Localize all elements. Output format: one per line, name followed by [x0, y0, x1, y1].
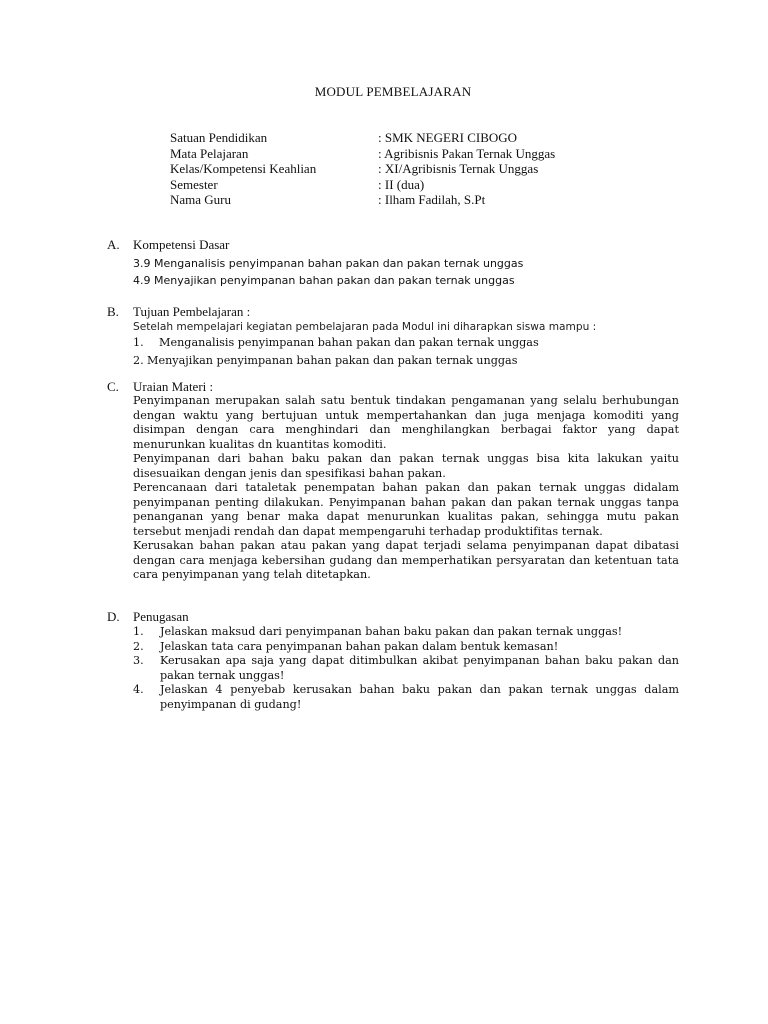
section-heading-text: Penugasan	[133, 609, 189, 624]
task-text: Jelaskan maksud dari penyimpanan bahan baku pakan dan pakan ternak unggas!	[160, 625, 623, 638]
task-number: 1.	[133, 625, 144, 638]
material-paragraph: Penyimpanan dari bahan baku pakan dan pakan ternak unggas bisa kita lakukan yaitu disesuaikan dengan jenis dan spesifikasi bahan pakan.	[133, 452, 679, 480]
section-letter: C.	[107, 379, 119, 394]
kd-item: 3.9 Menganalisis penyimpanan bahan pakan dan pakan ternak unggas	[133, 257, 524, 270]
info-label: Mata Pelajaran	[170, 145, 249, 161]
info-row-teacher	[170, 192, 555, 208]
info-label: Kelas/Kompetensi Keahlian	[170, 161, 317, 176]
info-label: Semester	[170, 176, 218, 192]
module-info-table	[170, 130, 555, 208]
info-row-class	[170, 161, 555, 177]
section-tujuan-pembelajaran	[107, 303, 679, 368]
document-title: MODUL PEMBELAJARAN	[314, 84, 472, 99]
task-number: 4.	[133, 683, 144, 696]
info-value: : II (dua)	[378, 176, 425, 192]
task-item	[133, 654, 679, 683]
task-item	[133, 625, 679, 640]
section-penugasan	[107, 609, 679, 712]
objectives-intro: Setelah mempelajari kegiatan pembelajaran pada Modul ini diharapkan siswa mampu :	[133, 321, 597, 333]
kd-item: 4.9 Menyajikan penyimpanan bahan pakan dan pakan ternak unggas	[133, 274, 515, 287]
task-item	[133, 640, 679, 655]
section-heading	[107, 303, 679, 320]
section-letter: B.	[107, 304, 119, 319]
item-number: 2.	[133, 354, 144, 367]
info-row-subject	[170, 146, 555, 162]
section-heading	[107, 609, 679, 625]
material-paragraph: Kerusakan bahan pakan atau pakan yang dapat terjadi selama penyimpanan dapat dibatasi dengan cara menjaga kebersihan gudang dan memperhatikan persyaratan dan ketentuan tata cara penyimpanan yang telah ditetapkan.	[133, 539, 679, 581]
task-text: Jelaskan tata cara penyimpanan bahan pakan dalam bentuk kemasan!	[160, 639, 559, 653]
task-item	[133, 683, 679, 712]
objective-item	[133, 353, 679, 368]
section-heading	[107, 379, 679, 394]
info-value: : XI/Agribisnis Ternak Unggas	[378, 161, 539, 176]
section-kompetensi-dasar	[107, 236, 679, 289]
info-row-semester	[170, 177, 555, 193]
section-letter: D.	[107, 609, 120, 624]
info-value: : SMK NEGERI CIBOGO	[378, 130, 518, 145]
item-text: Menganalisis penyimpanan bahan pakan dan pakan ternak unggas	[159, 336, 539, 349]
item-text: Menyajikan penyimpanan bahan pakan dan pakan ternak unggas	[147, 354, 518, 367]
material-paragraph: Penyimpanan merupakan salah satu bentuk tindakan pengamanan yang selalu berhubungan dengan waktu yang bertujuan untuk mempertahankan dan juga menjaga komoditi yang disimpan dengan cara menghindari dan menghilangkan berbagai faktor yang dapat menurunkan kualitas dn kuantitas komoditi.	[133, 394, 679, 451]
info-value: : Agribisnis Pakan Ternak Unggas	[378, 145, 556, 161]
section-heading	[107, 236, 679, 253]
section-letter: A.	[107, 237, 120, 252]
info-label: Nama Guru	[170, 192, 232, 207]
section-uraian-materi	[107, 379, 679, 583]
info-row-school	[170, 130, 555, 146]
task-text: Jelaskan 4 penyebab kerusakan bahan baku pakan dan pakan ternak unggas dalam penyimpanan di gudang!	[160, 683, 679, 711]
section-heading-text: Uraian Materi :	[133, 379, 214, 394]
task-number: 3.	[133, 654, 144, 667]
task-number: 2.	[133, 639, 144, 653]
material-paragraph: Perencanaan dari tataletak penempatan bahan pakan dan pakan ternak unggas didalam penyimpanan penting dilakukan. Penyimpanan bahan pakan dan pakan ternak unggas tanpa penanganan yang benar maka dapat menurunkan kualitas pakan, sehingga mutu pakan tersebut menjadi rendah dan dapat mempengaruhi terhadap produktifitas ternak.	[133, 481, 679, 538]
section-heading-text: Kompetensi Dasar	[133, 237, 230, 252]
info-label: Satuan Pendidikan	[170, 130, 268, 145]
objective-item	[107, 335, 679, 350]
info-value: : Ilham Fadilah, S.Pt	[378, 192, 486, 207]
task-text: Kerusakan apa saja yang dapat ditimbulkan akibat penyimpanan bahan baku pakan dan pakan ternak unggas!	[160, 654, 679, 682]
item-number: 1.	[133, 336, 144, 349]
section-heading-text: Tujuan Pembelajaran :	[133, 304, 251, 319]
